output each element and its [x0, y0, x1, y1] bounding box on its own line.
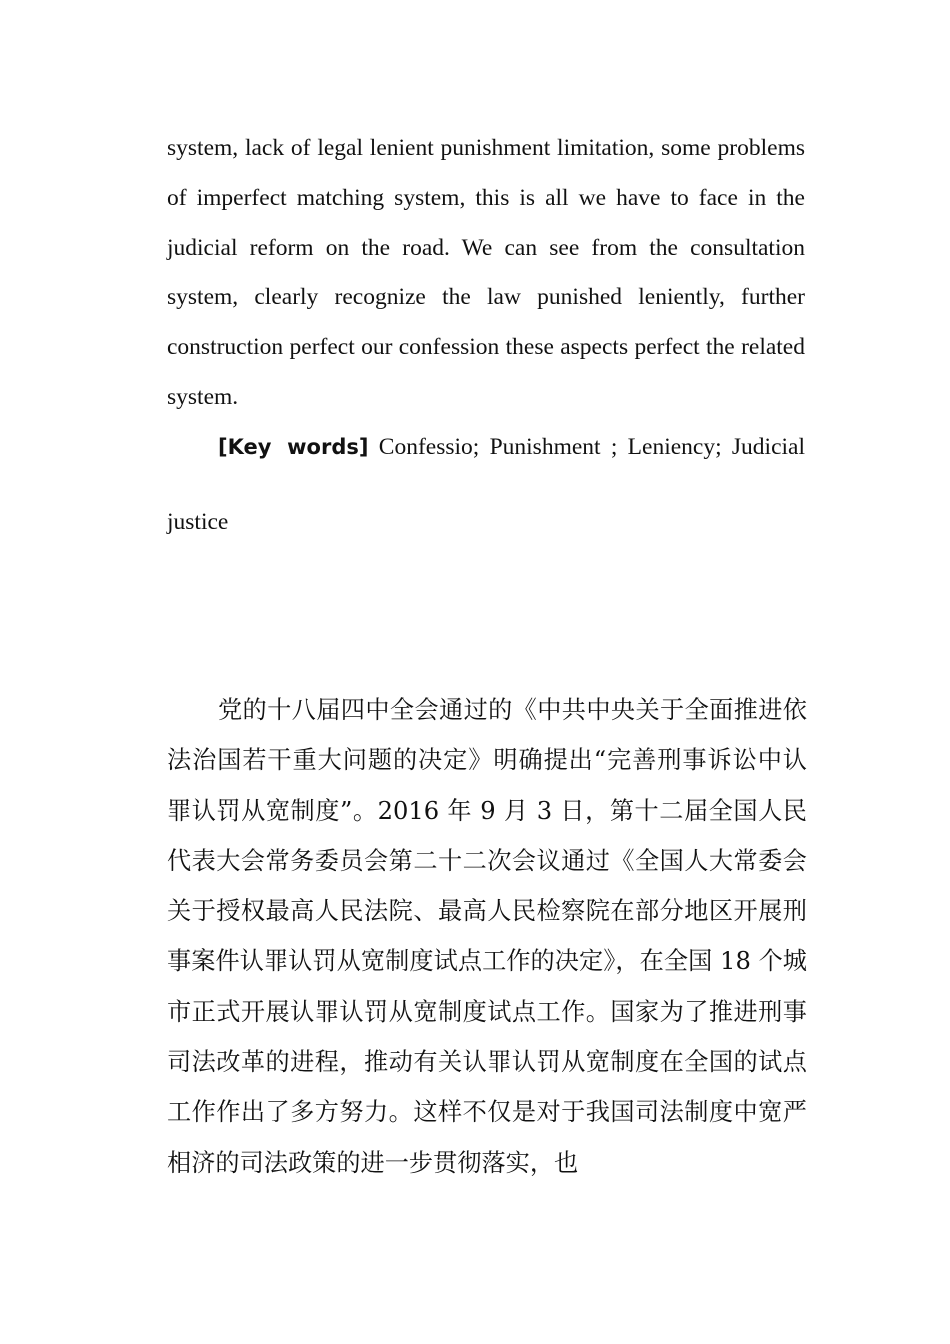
- keywords-line: [167, 423, 805, 473]
- keywords-label: [Key words]: [218, 435, 369, 459]
- abstract-english-paragraph: system, lack of legal lenient punishment limitation, some problems of imperfect matching system, this is all we have to face in the judicial reform on the road. We can see from the consultation system, clearly recognize the law punished leniently, further construction perfect our confession these aspects perfect the related system.: [167, 135, 805, 410]
- body-chinese-paragraph: 党的十八届四中全会通过的《中共中央关于全面推进依法治国若干重大问题的决定》明确提出“完善刑事诉讼中认罪认罚从宽制度”。2016 年 9 月 3 日，第十二届全国人民代表大会常务委员会第二十二次会议通过《全国人大常委会关于授权最高人民法院、最高人民检察院在部分地区开展刑事案件认罪认罚从宽制度试点工作的决定》，在全国 18 个城市正式开展认罪认罚从宽制度试点工作。国家为了推进刑事司法改革的进程，推动有关认罪认罚从宽制度在全国的试点工作作出了多方努力。这样不仅是对于我国司法制度中宽严相济的司法政策的进一步贯彻落实，也: [167, 696, 807, 1177]
- keywords-continuation: justice: [167, 509, 229, 535]
- keywords-text: Confessio; Punishment ; Leniency; Judicial: [368, 434, 806, 460]
